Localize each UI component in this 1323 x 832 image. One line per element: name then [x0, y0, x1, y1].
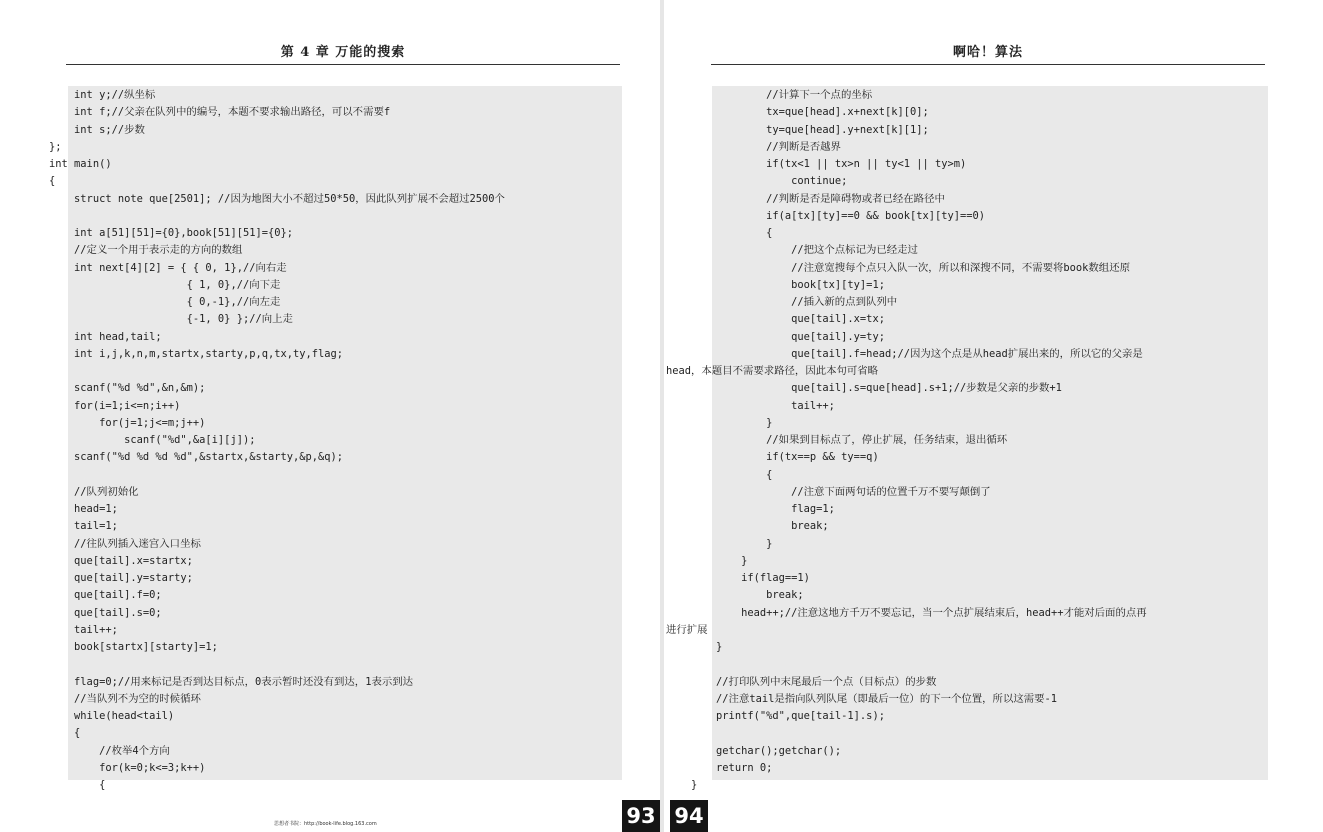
code-line: return 0; — [666, 761, 773, 774]
code-line: } — [666, 554, 748, 567]
code-line: int next[4][2] = { { 0, 1},//向右走 — [24, 261, 287, 274]
code-line: //注意下面两句话的位置千万不要写颠倒了 — [666, 485, 991, 498]
code-line: { 0,-1},//向左走 — [24, 296, 281, 308]
code-line: //插入新的点到队列中 — [666, 296, 898, 308]
code-line: int a[51][51]={0},book[51][51]={0}; — [24, 227, 293, 239]
code-line: //队列初始化 — [24, 485, 139, 498]
code-line: if(tx<1 || tx>n || ty<1 || ty>m) — [666, 158, 967, 170]
code-line: head++;//注意这地方千万不要忘记，当一个点扩展结束后，head++才能对后面的点再 — [666, 606, 1147, 619]
code-line: { — [666, 227, 773, 239]
code-line: //枚举4个方向 — [24, 744, 170, 757]
code-line: //注意tail是指向队列队尾（即最后一位）的下一个位置，所以这需要-1 — [666, 692, 1058, 705]
code-line: //打印队列中末尾最后一个点（目标点）的步数 — [666, 675, 937, 688]
code-line: tail++; — [666, 399, 835, 412]
code-line — [666, 656, 1268, 673]
code-line: for(j=1;j<=m;j++) — [24, 416, 206, 429]
code-line — [24, 467, 622, 484]
code-line: flag=0;//用来标记是否到达目标点，0表示暂时还没有到达，1表示到达 — [24, 675, 414, 688]
code-line: //注意宽搜每个点只入队一次，所以和深搜不同，不需要将book数组还原 — [666, 261, 1130, 274]
code-line — [24, 208, 622, 225]
code-line: //把这个点标记为已经走过 — [666, 244, 918, 257]
code-line: que[tail].s=0; — [24, 606, 162, 619]
code-line: que[tail].y=ty; — [666, 330, 885, 343]
code-line: for(i=1;i<=n;i++) — [24, 399, 181, 412]
code-line: que[tail].s=que[head].s+1;//步数是父亲的步数+1 — [666, 382, 1062, 395]
code-line: //判断是否是障碍物或者已经在路径中 — [666, 192, 945, 205]
code-line: //定义一个用于表示走的方向的数组 — [24, 244, 243, 257]
code-line: int y;//纵坐标 — [24, 89, 156, 101]
code-line: //如果到目标点了，停止扩展，任务结束，退出循环 — [666, 434, 1008, 446]
left-page-number: 93 — [622, 800, 660, 832]
code-line: if(a[tx][ty]==0 && book[tx][ty]==0) — [666, 209, 986, 222]
code-line: ty=que[head].y+next[k][1]; — [666, 123, 929, 136]
code-line — [24, 363, 622, 380]
code-line: break; — [666, 520, 829, 533]
code-line: printf("%d",que[tail-1].s); — [666, 710, 885, 722]
code-line: }; — [24, 140, 62, 153]
left-page-header: 第 4 章 万能的搜索 — [280, 45, 406, 60]
code-line: head=1; — [24, 503, 118, 515]
right-header-rule — [711, 64, 1265, 65]
code-line: que[tail].x=startx; — [24, 554, 193, 567]
code-line: } — [666, 641, 723, 653]
code-line: } — [666, 537, 773, 550]
left-code-block — [24, 86, 622, 791]
code-line: { 1, 0},//向下走 — [24, 278, 281, 291]
code-line: //判断是否越界 — [666, 140, 841, 153]
code-line: //计算下一个点的坐标 — [666, 89, 873, 101]
right-page — [664, 0, 1323, 832]
left-page — [0, 0, 660, 832]
code-line: que[tail].f=head;//因为这个点是从head扩展出来的，所以它的父亲是 — [666, 347, 1143, 360]
code-line: tail++; — [24, 623, 118, 636]
code-line: if(tx==p && ty==q) — [666, 451, 879, 464]
code-line: struct note que[2501]; //因为地图大小不超过50*50，因此队列扩展不会超过2500个 — [24, 192, 505, 205]
left-header-rule — [66, 64, 620, 65]
code-line: //往队列插入迷宫入口坐标 — [24, 537, 201, 550]
code-line: scanf("%d %d",&n,&m); — [24, 382, 206, 395]
code-line: //当队列不为空的时候循环 — [24, 692, 201, 705]
code-line: continue; — [666, 175, 848, 188]
code-line: for(k=0;k<=3;k++) — [24, 761, 206, 774]
code-line: { — [24, 779, 106, 791]
code-line: } — [666, 416, 773, 429]
left-page-footer: 思想者书院：http://book-life.blog.163.com — [274, 821, 377, 827]
code-line — [24, 656, 622, 673]
code-line: scanf("%d",&a[i][j]); — [24, 434, 256, 446]
code-line: {-1, 0} };//向上走 — [24, 313, 293, 326]
code-line: book[startx][starty]=1; — [24, 641, 218, 653]
code-line: que[tail].f=0; — [24, 589, 162, 602]
code-line: if(flag==1) — [666, 572, 810, 584]
code-line: head，本题目不需要求路径，因此本句可省略 — [666, 365, 879, 377]
code-line: break; — [666, 589, 804, 602]
right-code-lines — [666, 87, 1268, 794]
code-line: int f;//父亲在队列中的编号，本题不要求输出路径，可以不需要f — [24, 106, 391, 119]
code-line: int head,tail; — [24, 330, 162, 343]
code-line: { — [24, 727, 81, 740]
code-line: int s;//步数 — [24, 123, 145, 136]
code-line: que[tail].y=starty; — [24, 572, 193, 584]
left-code-lines — [24, 87, 622, 794]
code-line: while(head<tail) — [24, 710, 175, 722]
code-line — [666, 725, 1268, 742]
code-line: tx=que[head].x+next[k][0]; — [666, 106, 929, 119]
code-line: scanf("%d %d %d %d",&startx,&starty,&p,&q); — [24, 451, 344, 464]
right-page-number: 94 — [670, 800, 708, 832]
code-line: book[tx][ty]=1; — [666, 278, 885, 291]
code-line: que[tail].x=tx; — [666, 313, 885, 326]
code-line: { — [24, 175, 56, 188]
code-line: int i,j,k,n,m,startx,starty,p,q,tx,ty,flag; — [24, 347, 344, 360]
code-line: 进行扩展 — [666, 623, 708, 636]
code-line: int main() — [24, 158, 112, 170]
code-line: { — [666, 468, 773, 481]
code-line: getchar();getchar(); — [666, 744, 842, 757]
code-line: tail=1; — [24, 520, 118, 533]
right-code-block — [666, 86, 1268, 791]
code-line: flag=1; — [666, 503, 835, 515]
code-line: } — [666, 779, 698, 791]
right-page-header: 啊哈！算法 — [952, 45, 1023, 60]
